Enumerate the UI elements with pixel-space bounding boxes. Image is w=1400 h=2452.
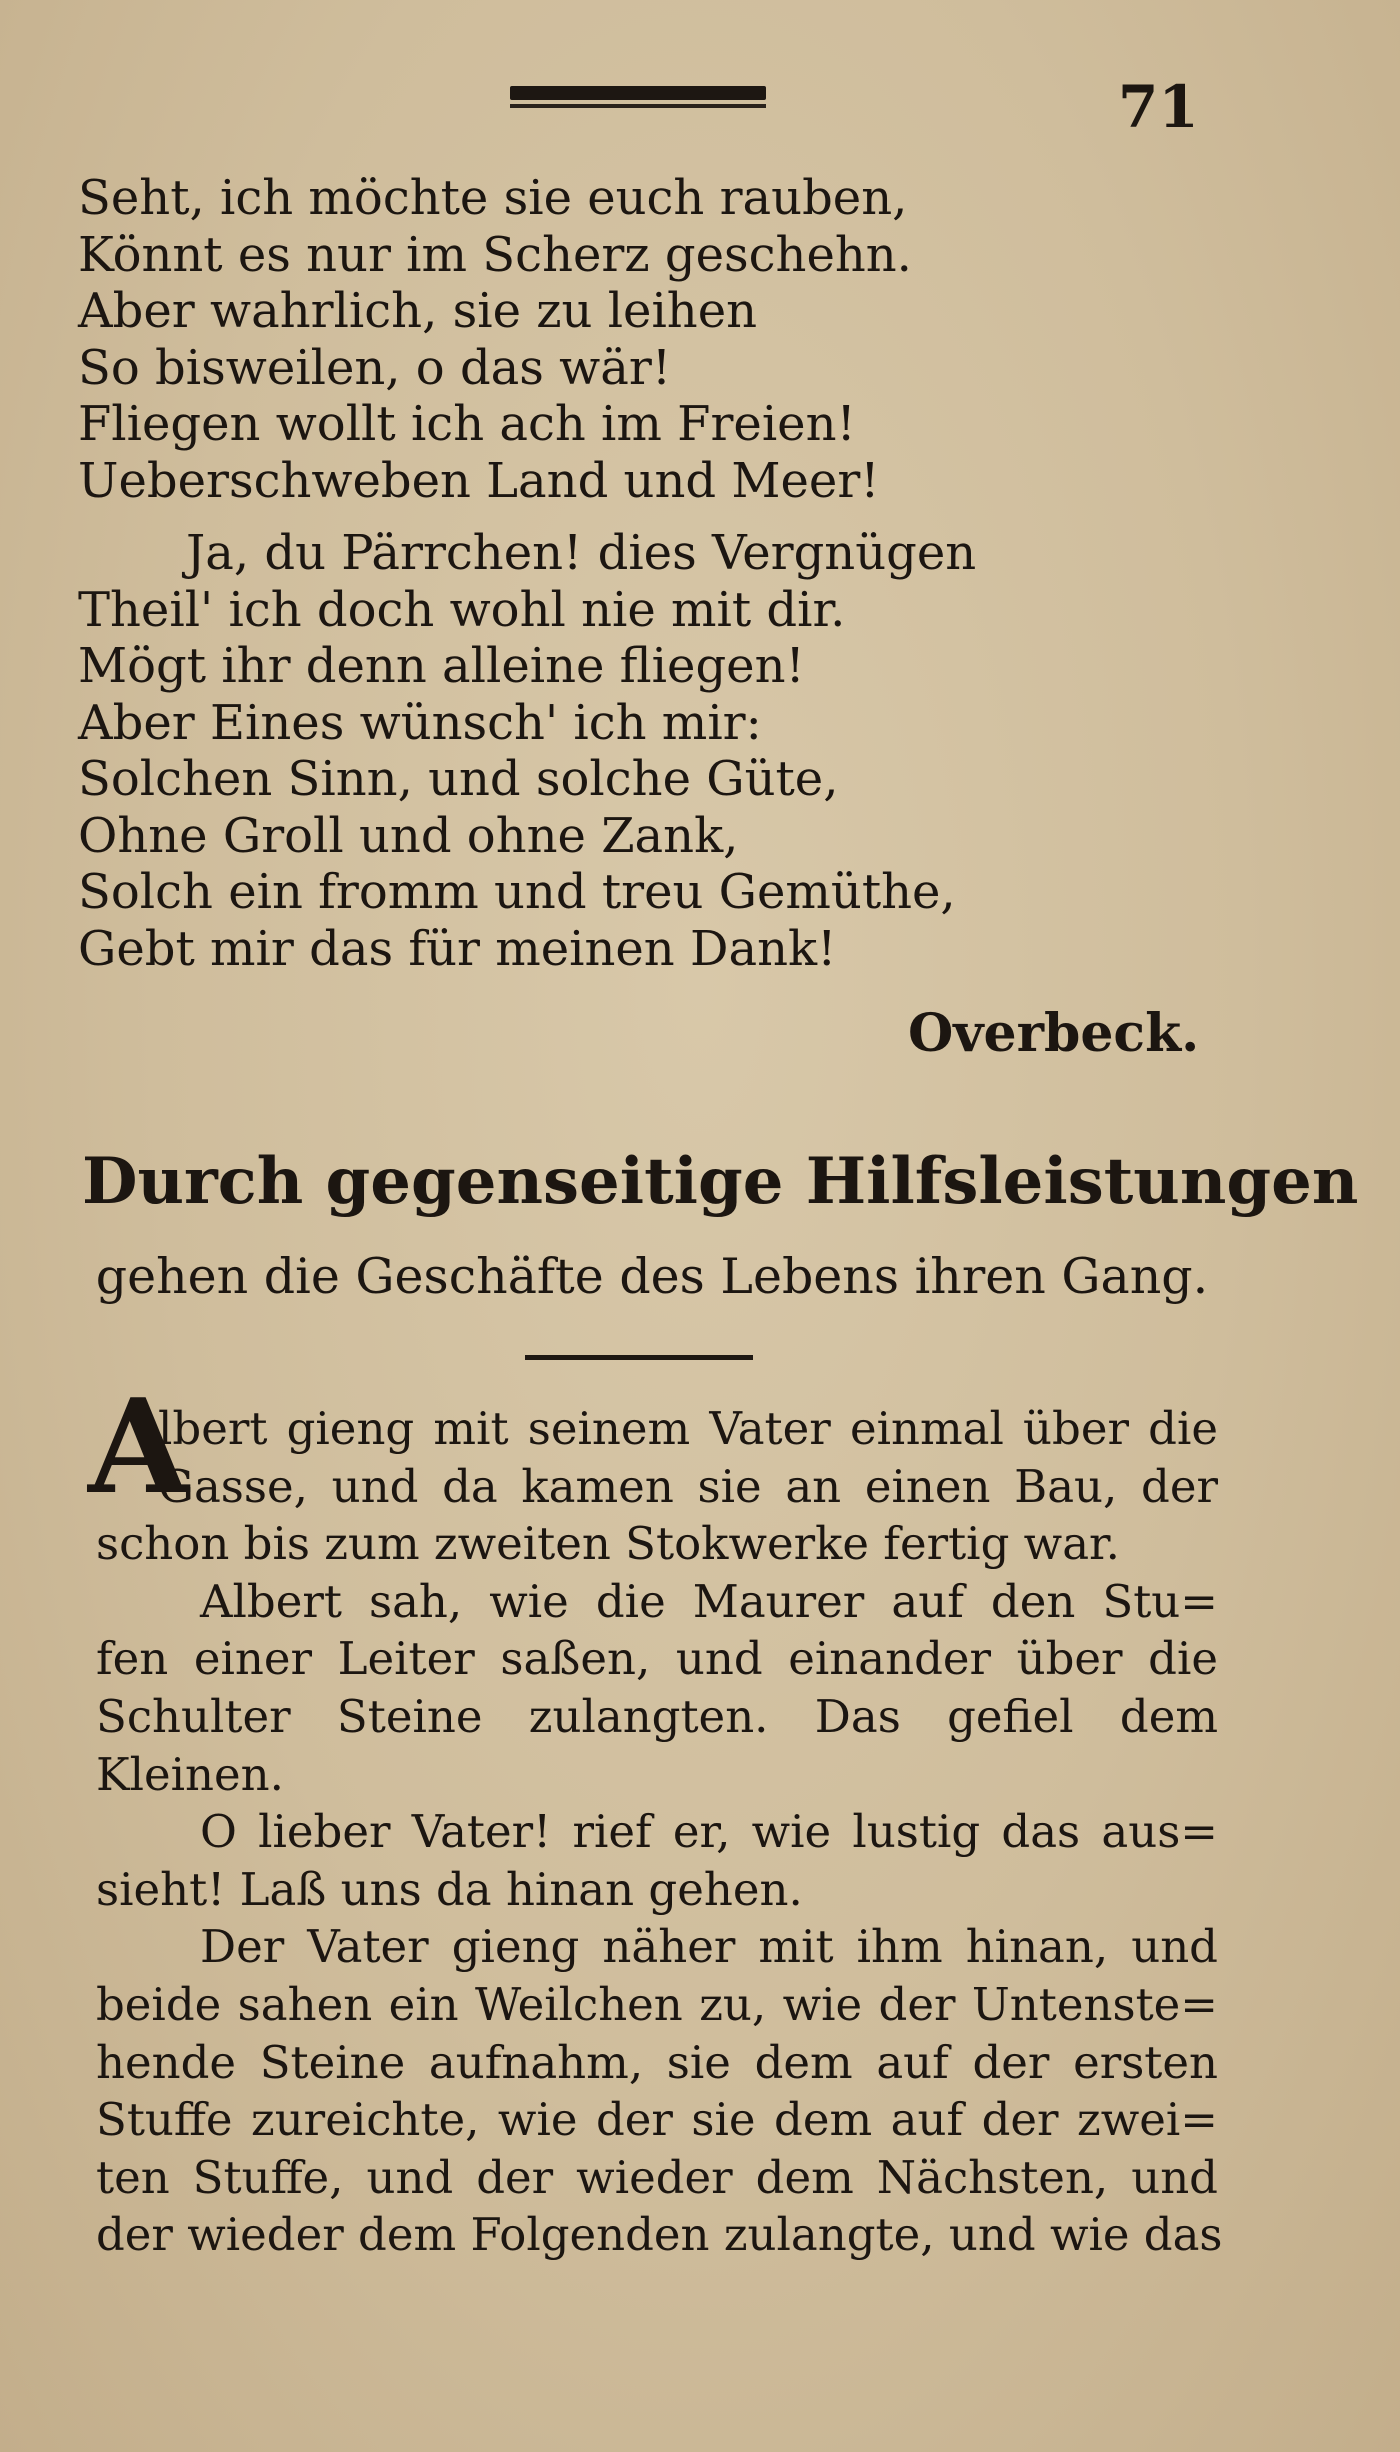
- prose-line: fen einer Leiter saßen, und einander über die: [96, 1632, 1218, 1686]
- stanza-1: [78, 170, 1228, 509]
- section-divider: [525, 1355, 753, 1360]
- poem-line: Ja, du Pärrchen! dies Vergnügen: [186, 525, 977, 581]
- poem-line: Könnt es nur im Scherz geschehn.: [78, 226, 912, 283]
- poem-line: Aber wahrlich, sie zu leihen: [78, 283, 758, 339]
- poem-line: Aber Eines wünsch' ich mir:: [78, 694, 762, 751]
- prose-line: Stuffe zureichte, wie der sie dem auf der zwei=: [96, 2093, 1218, 2147]
- poem-line: Gebt mir das für meinen Dank!: [78, 920, 837, 977]
- header-ornament-rule: [510, 86, 766, 100]
- poem-line: Ohne Groll und ohne Zank,: [78, 807, 739, 864]
- poem-line: Theil' ich doch wohl nie mit dir.: [78, 581, 846, 638]
- prose-line: hende Steine aufnahm, sie dem auf der ersten: [96, 2035, 1218, 2089]
- poem-line: Seht, ich möchte sie euch rauben,: [78, 170, 908, 226]
- stanza-break: [78, 509, 1228, 525]
- prose-line: schon bis zum zweiten Stokwerke fertig war.: [96, 1517, 1120, 1571]
- page-number: 71: [1118, 73, 1199, 141]
- poem-line: Mögt ihr denn alleine fliegen!: [78, 638, 805, 694]
- poem-line: Fliegen wollt ich ach im Freien!: [78, 396, 856, 452]
- poem-line: Solch ein fromm und treu Gemüthe,: [78, 864, 956, 920]
- prose-line: ten Stuffe, und der wieder dem Nächsten, und: [96, 2150, 1218, 2204]
- poem-line: Ueberschweben Land und Meer!: [78, 452, 880, 509]
- poem-author: Overbeck.: [908, 1003, 1200, 1064]
- poem: [78, 170, 1228, 977]
- prose-line: sieht! Laß uns da hinan gehen.: [96, 1862, 803, 1916]
- poem-line: Solchen Sinn, und solche Güte,: [78, 751, 839, 807]
- prose-body: [88, 1370, 1223, 2264]
- prose-line: Albert sah, wie die Maurer auf den Stu=: [200, 1574, 1218, 1628]
- prose-line: Schulter Steine zulangten. Das gefiel dem: [96, 1689, 1218, 1743]
- prose-line: O lieber Vater! rief er, wie lustig das aus=: [200, 1805, 1218, 1859]
- drop-cap: A: [88, 1370, 189, 1523]
- prose-line: Gasse, und da kamen sie an einen Bau, der: [158, 1459, 1218, 1513]
- prose-line: Kleinen.: [96, 1747, 284, 1801]
- poem-line: So bisweilen, o das wär!: [78, 339, 672, 396]
- stanza-2: [78, 525, 1228, 977]
- prose-line: beide sahen ein Weilchen zu, wie der Untenste=: [96, 1977, 1218, 2031]
- section-title: Durch gegenseitige Hilfsleistungen: [82, 1144, 1359, 1219]
- prose-line: Der Vater gieng näher mit ihm hinan, und: [200, 1920, 1218, 1974]
- prose-line: der wieder dem Folgenden zulangte, und wie das: [96, 2208, 1223, 2262]
- prose-line: lbert gieng mit seinem Vater einmal über die: [158, 1402, 1218, 1455]
- section-subtitle: gehen die Geschäfte des Lebens ihren Gang.: [95, 1248, 1209, 1305]
